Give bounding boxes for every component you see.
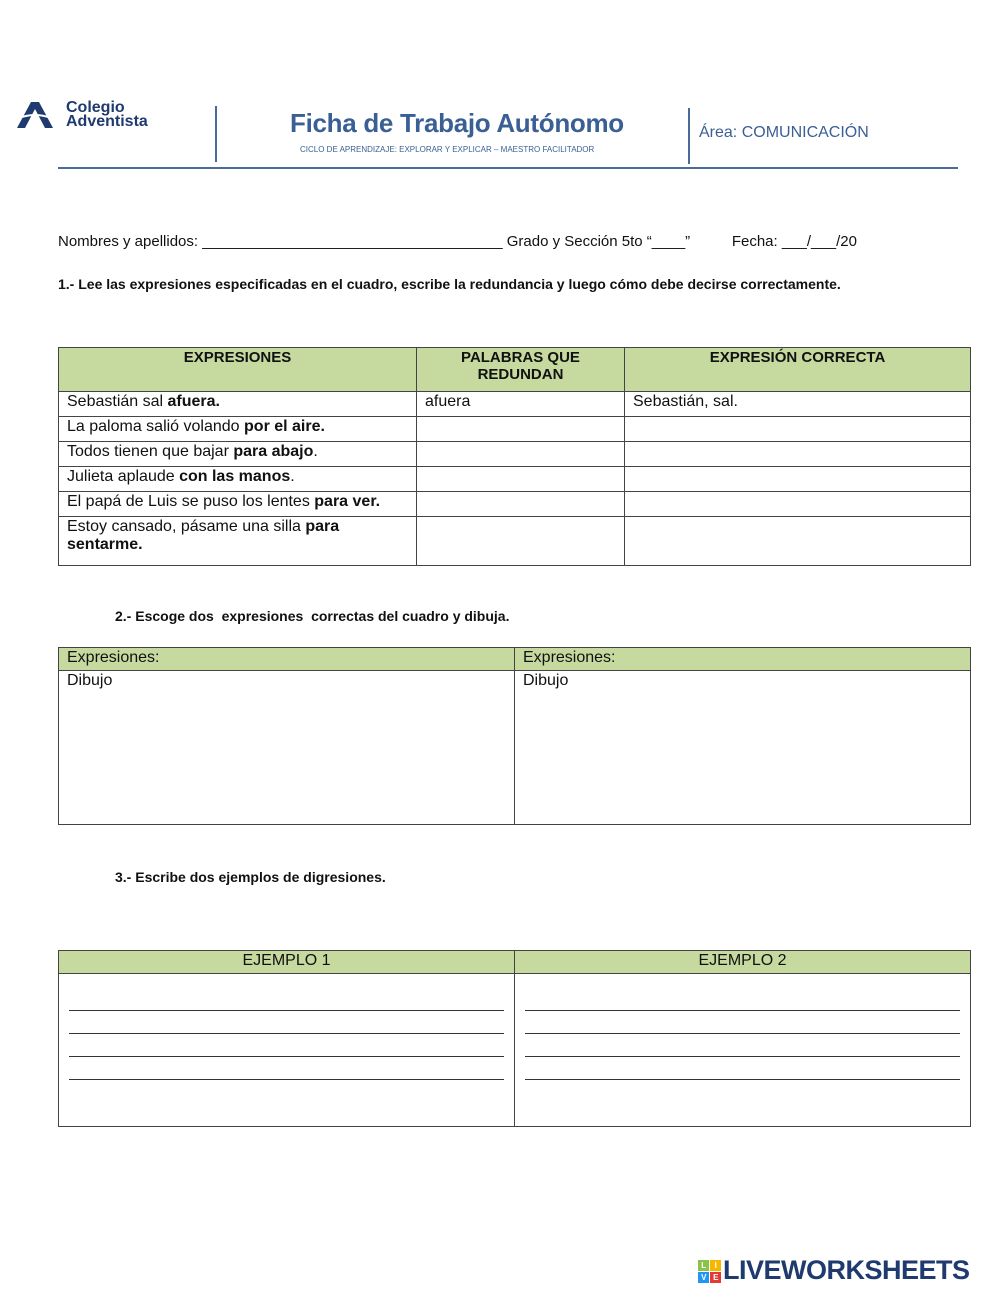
- table-row: [59, 492, 971, 517]
- col-header: PALABRAS QUE REDUNDAN: [417, 348, 625, 392]
- expression-field[interactable]: Expresiones:: [59, 648, 515, 671]
- student-info-line[interactable]: Nombres y apellidos: ____________________________________ Grado y Sección 5to “____” Fecha: ___/___/20: [58, 233, 857, 250]
- redundant-words-input[interactable]: [417, 442, 625, 467]
- table-row: [59, 442, 971, 467]
- examples-table: [58, 950, 971, 1127]
- redundant-words-input[interactable]: [417, 492, 625, 517]
- example-2-area[interactable]: [515, 974, 971, 1127]
- expression-cell: Julieta aplaude con las manos.: [59, 467, 417, 492]
- question-2: 2.- Escoge dos expresiones correctas del cuadro y dibuja.: [115, 608, 510, 624]
- liveworksheets-logo: L I V E LIVEWORKSHEETS: [698, 1255, 970, 1286]
- drawing-area[interactable]: Dibujo: [515, 671, 971, 825]
- live-badge-icon: L I V E: [698, 1260, 721, 1283]
- redundancy-table: [58, 347, 971, 566]
- table-row: [59, 392, 971, 417]
- correct-expression-input[interactable]: [625, 442, 971, 467]
- area-label: Área: COMUNICACIÓN: [699, 124, 869, 141]
- expression-cell: Estoy cansado, pásame una silla para sentarme.: [59, 517, 417, 566]
- school-logo: [15, 100, 55, 135]
- correct-expression-input[interactable]: [625, 517, 971, 566]
- example-1-area[interactable]: [59, 974, 515, 1127]
- redundant-words-input[interactable]: [417, 467, 625, 492]
- col-header: EXPRESIONES: [59, 348, 417, 392]
- table-row: [59, 467, 971, 492]
- correct-expression-input[interactable]: Sebastián, sal.: [625, 392, 971, 417]
- school-name: Colegio Adventista: [66, 99, 148, 130]
- expression-cell: Todos tienen que bajar para abajo.: [59, 442, 417, 467]
- drawing-area[interactable]: Dibujo: [59, 671, 515, 825]
- expression-cell: Sebastián sal afuera.: [59, 392, 417, 417]
- col-header: EJEMPLO 2: [515, 951, 971, 974]
- logo-a-icon: [15, 100, 55, 130]
- expression-field[interactable]: Expresiones:: [515, 648, 971, 671]
- page-title: Ficha de Trabajo Autónomo: [290, 108, 624, 138]
- divider: [688, 108, 690, 164]
- question-3: 3.- Escribe dos ejemplos de digresiones.: [115, 869, 386, 885]
- redundant-words-input[interactable]: [417, 417, 625, 442]
- correct-expression-input[interactable]: [625, 467, 971, 492]
- expression-cell: La paloma salió volando por el aire.: [59, 417, 417, 442]
- table-row: [59, 417, 971, 442]
- header-rule: [58, 167, 958, 169]
- correct-expression-input[interactable]: [625, 417, 971, 442]
- correct-expression-input[interactable]: [625, 492, 971, 517]
- redundant-words-input[interactable]: [417, 517, 625, 566]
- question-1: 1.- Lee las expresiones especificadas en el cuadro, escribe la redundancia y luego cómo debe decirse correctamente.: [58, 276, 841, 292]
- col-header: EXPRESIÓN CORRECTA: [625, 348, 971, 392]
- redundant-words-input[interactable]: afuera: [417, 392, 625, 417]
- divider: [215, 106, 217, 162]
- col-header: EJEMPLO 1: [59, 951, 515, 974]
- subtitle: CICLO DE APRENDIZAJE: EXPLORAR Y EXPLICAR – MAESTRO FACILITADOR: [300, 145, 595, 154]
- expression-cell: El papá de Luis se puso los lentes para ver.: [59, 492, 417, 517]
- table-row: [59, 517, 971, 566]
- drawing-table: [58, 647, 971, 825]
